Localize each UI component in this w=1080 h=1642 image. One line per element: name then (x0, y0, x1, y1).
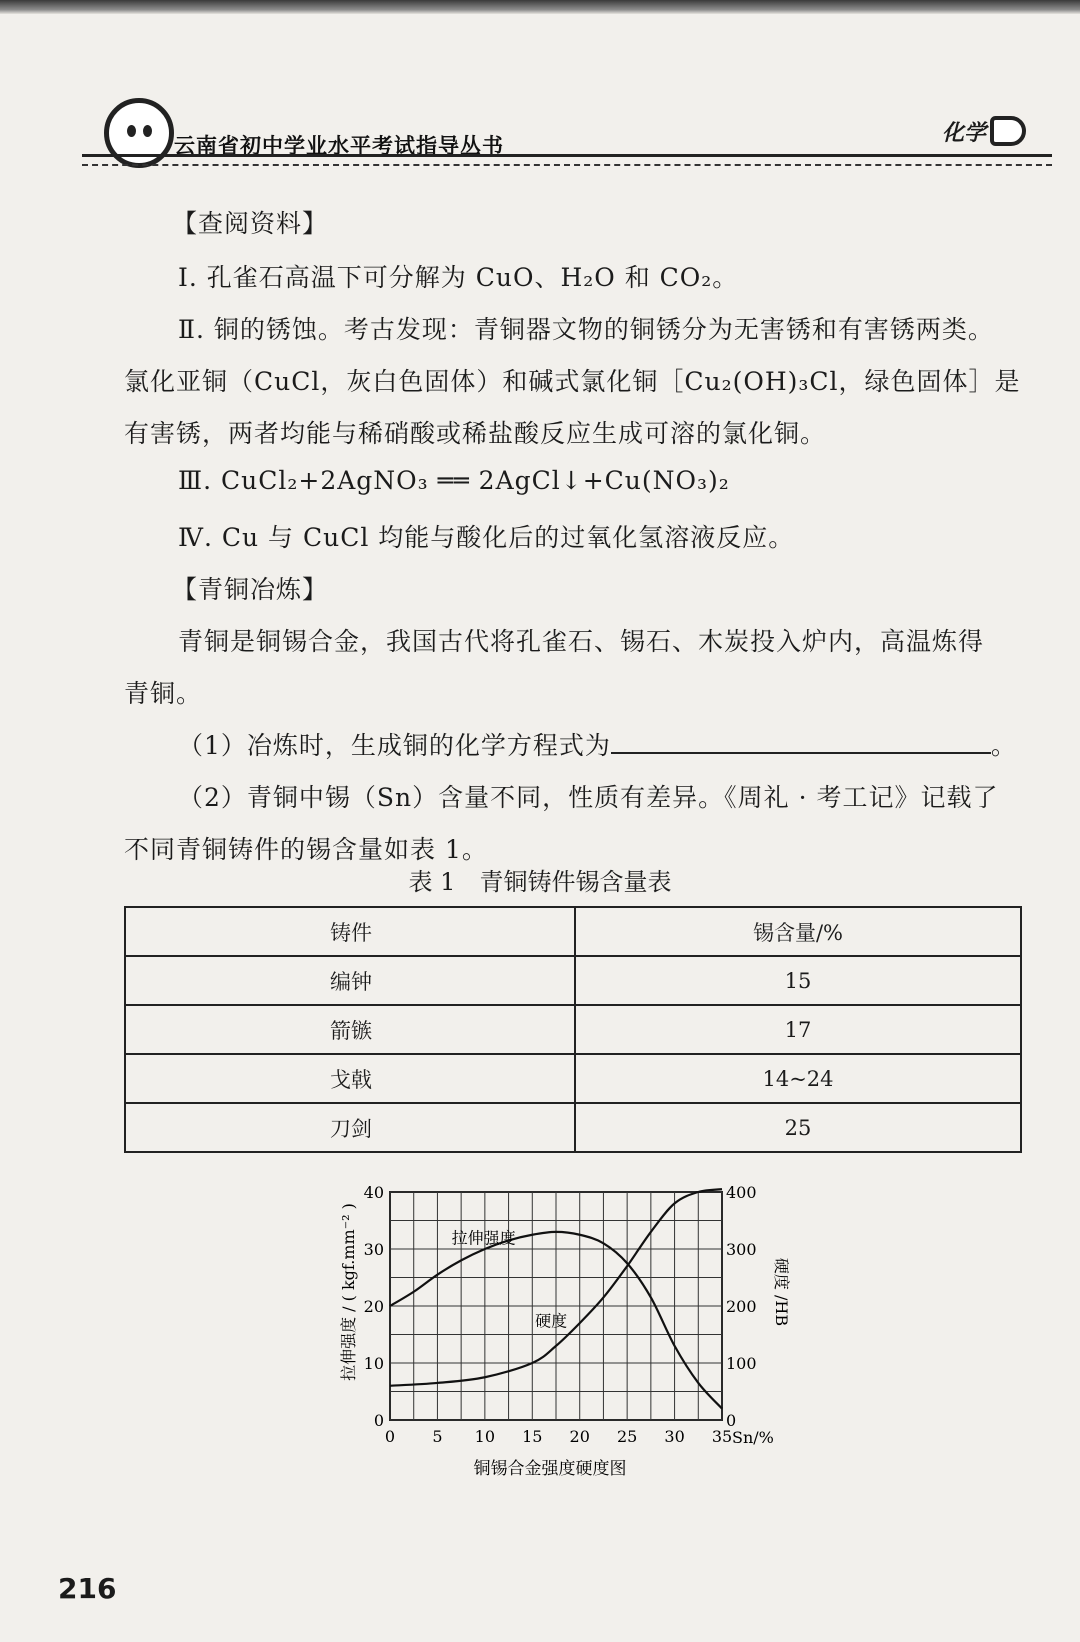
y-tick-label: 0 (373, 1411, 384, 1430)
question-1 (178, 726, 1017, 762)
x-tick-label: 20 (569, 1427, 590, 1446)
x-tick-label: 0 (384, 1427, 396, 1446)
reference-item-2-cont2: 有害锈，两者均能与稀硝酸或稀盐酸反应生成可溶的氯化铜。 (124, 419, 827, 448)
reference-item-2-cont: 氯化亚铜（CuCl，灰白色固体）和碱式氯化铜［Cu₂(OH)₃Cl，绿色固体］是 (124, 367, 1021, 396)
subject-label: 化学 (941, 121, 986, 146)
table-header-casting: 铸件 (125, 907, 575, 956)
header-dashed-rule (82, 164, 1052, 166)
x-tick-label: 10 (474, 1427, 496, 1446)
x-tick-label: 25 (616, 1427, 638, 1446)
y2-tick-label: 300 (726, 1240, 757, 1259)
page-number: 216 (58, 1572, 117, 1605)
y2-tick-label: 100 (726, 1354, 757, 1373)
table-header-tin: 锡含量/% (575, 907, 1021, 956)
table-cell: 25 (575, 1103, 1021, 1152)
answer-blank[interactable] (611, 730, 991, 754)
y-tick-label: 40 (363, 1183, 384, 1202)
tin-content-table (124, 906, 1022, 1153)
section-heading-references: 【查阅资料】 (172, 209, 329, 238)
strength-hardness-chart (330, 1180, 810, 1490)
table-header-row (125, 907, 1021, 956)
series-title: 云南省初中学业水平考试指导丛书 (174, 134, 504, 158)
table-cell: 刀剑 (125, 1103, 575, 1152)
table-cell: 编钟 (125, 956, 575, 1005)
x-axis-label: Sn/% (732, 1428, 774, 1447)
y-tick-label: 30 (363, 1240, 384, 1259)
top-edge-shadow (0, 0, 1080, 14)
y2-tick-label: 400 (726, 1183, 757, 1202)
table-row (125, 956, 1021, 1005)
chart-title: 铜锡合金强度硬度图 (473, 1459, 627, 1479)
x-tick-label: 15 (522, 1427, 543, 1446)
reference-item-1: Ⅰ. 孔雀石高温下可分解为 CuO、H₂O 和 CO₂。 (178, 263, 739, 292)
table-cell: 箭镞 (125, 1005, 575, 1054)
x-tick-label: 35 (711, 1427, 733, 1446)
question-1-end: 。 (990, 731, 1017, 760)
table-row (125, 1103, 1021, 1152)
table-cell: 17 (575, 1005, 1021, 1054)
question-1-text: （1）冶炼时，生成铜的化学方程式为 (178, 731, 611, 760)
series-label-tensile-strength: 拉伸强度 (451, 1228, 516, 1248)
y-axis-label: 拉伸强度 / ( kgf.mm⁻² ) (339, 1203, 358, 1381)
reference-item-3: Ⅲ. CuCl₂+2AgNO₃ ══ 2AgCl↓+Cu(NO₃)₂ (178, 466, 730, 495)
table-cell: 戈戟 (125, 1054, 575, 1103)
y2-tick-label: 0 (726, 1411, 737, 1430)
table-caption: 表 1 青铜铸件锡含量表 (408, 868, 672, 896)
table-cell: 14~24 (575, 1054, 1021, 1103)
y-tick-label: 10 (363, 1354, 384, 1373)
reference-item-2: Ⅱ. 铜的锈蚀。考古发现：青铜器文物的铜锈分为无害锈和有害锈两类。 (178, 315, 994, 344)
x-tick-label: 30 (664, 1427, 685, 1446)
smelting-paragraph: 青铜是铜锡合金，我国古代将孔雀石、锡石、木炭投入炉内，高温炼得 (178, 627, 985, 656)
headphone-logo-icon (104, 98, 174, 168)
smelting-paragraph-cont: 青铜。 (124, 679, 203, 708)
x-tick-label: 5 (432, 1427, 443, 1446)
page-header (82, 92, 1062, 172)
table-row (125, 1005, 1021, 1054)
y2-tick-label: 200 (726, 1297, 757, 1316)
chart-grid (390, 1192, 722, 1420)
series-label-hardness: 硬度 (535, 1311, 568, 1331)
reference-item-4: Ⅳ. Cu 与 CuCl 均能与酸化后的过氧化氢溶液反应。 (178, 523, 795, 552)
table-cell: 15 (575, 956, 1021, 1005)
table-row (125, 1054, 1021, 1103)
question-2-cont: 不同青铜铸件的锡含量如表 1。 (124, 835, 488, 864)
section-heading-smelting: 【青铜冶炼】 (172, 575, 329, 604)
y2-axis-label: 硬度 /HB (772, 1257, 791, 1327)
header-rule (82, 154, 1052, 157)
y-tick-label: 20 (363, 1297, 384, 1316)
speaker-icon (990, 116, 1026, 146)
question-2: （2）青铜中锡（Sn）含量不同，性质有差异。《周礼 · 考工记》记载了 (178, 783, 999, 812)
